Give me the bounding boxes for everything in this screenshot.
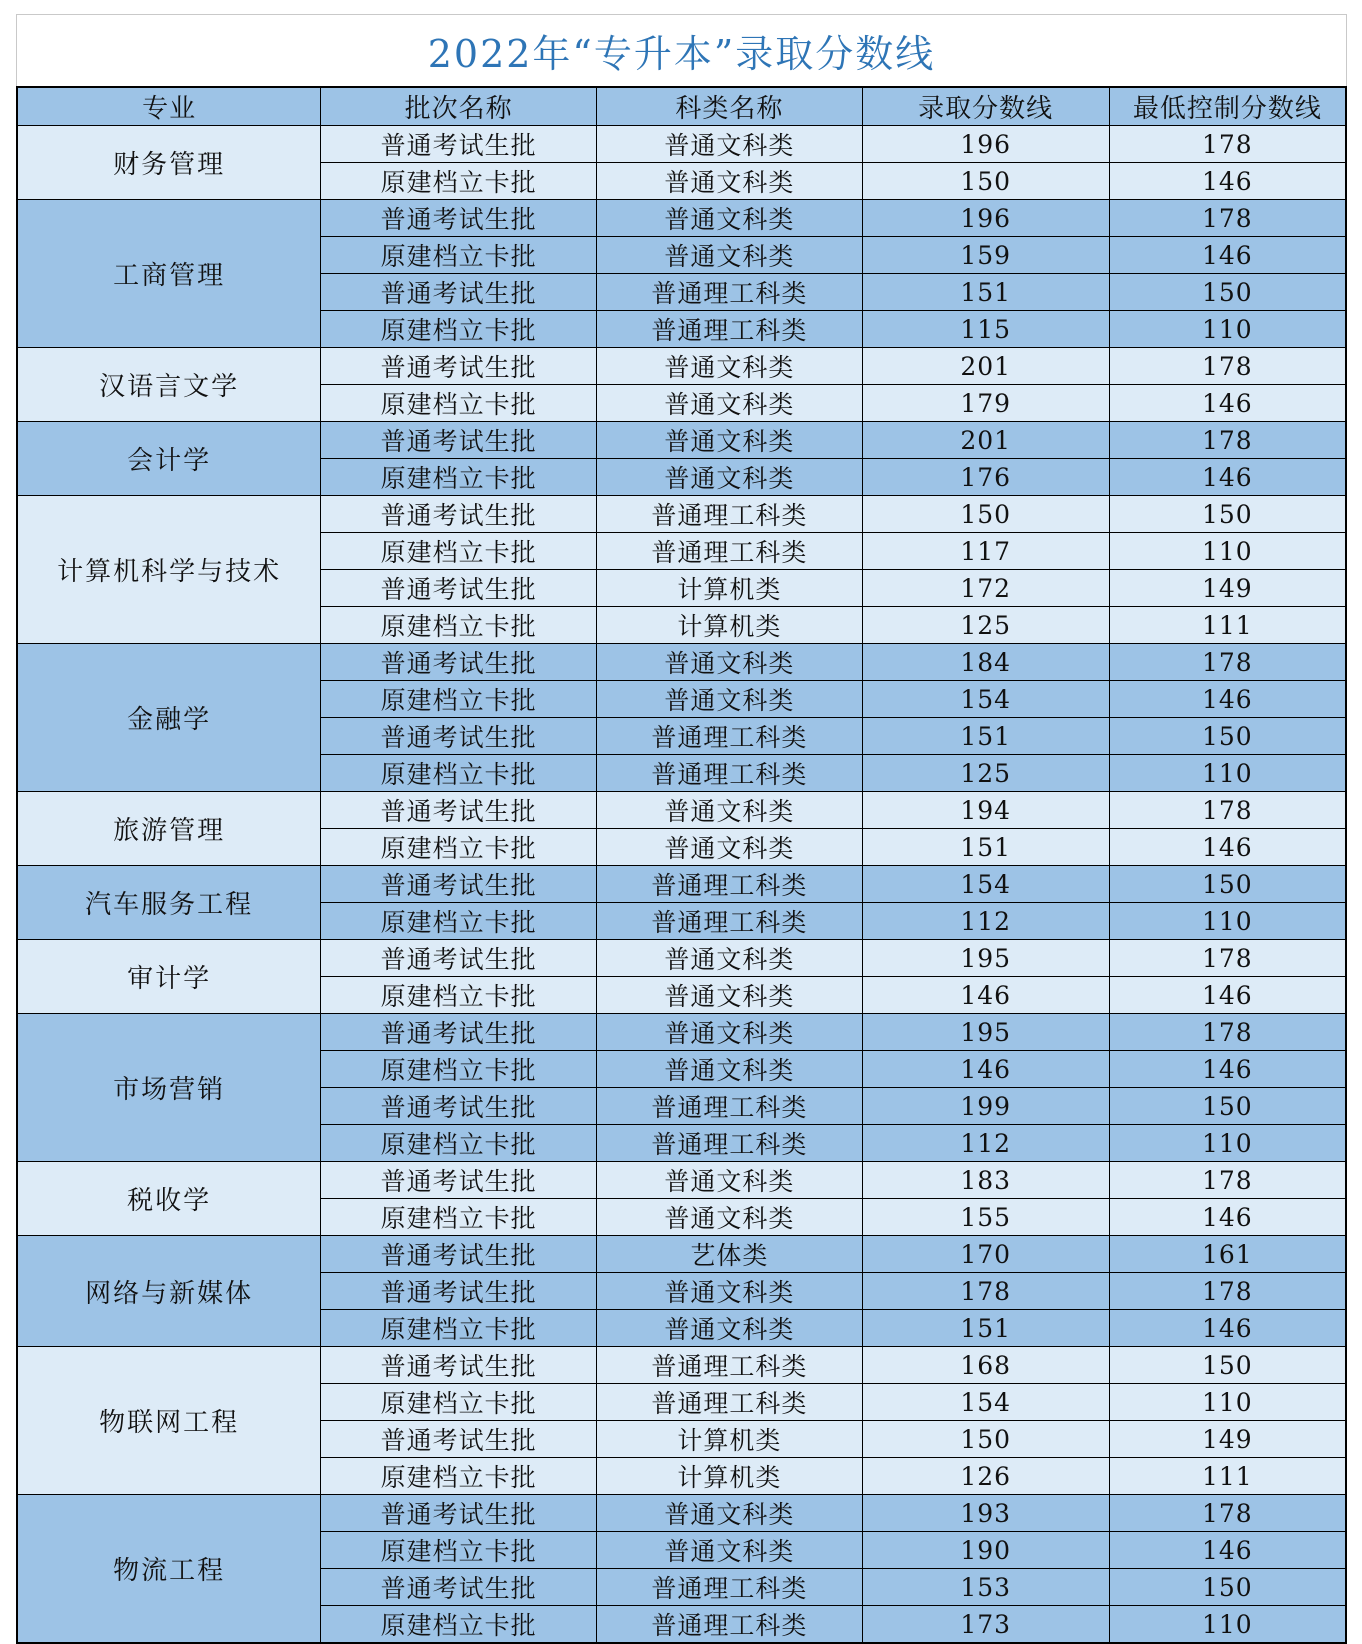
- category-cell: 普通理工科类: [597, 496, 863, 533]
- major-cell: 旅游管理: [17, 792, 321, 866]
- min-score-cell: 178: [1109, 1495, 1346, 1532]
- score-cell: 173: [862, 1606, 1109, 1644]
- score-cell: 201: [862, 422, 1109, 459]
- min-score-cell: 146: [1109, 237, 1346, 274]
- min-score-cell: 178: [1109, 1014, 1346, 1051]
- score-cell: 155: [862, 1199, 1109, 1236]
- min-score-cell: 178: [1109, 126, 1346, 163]
- category-cell: 普通文科类: [597, 1532, 863, 1569]
- header-score: 录取分数线: [862, 87, 1109, 126]
- category-cell: 普通文科类: [597, 1199, 863, 1236]
- major-cell: 金融学: [17, 644, 321, 792]
- batch-cell: 原建档立卡批: [321, 977, 597, 1014]
- min-score-cell: 149: [1109, 570, 1346, 607]
- batch-cell: 普通考试生批: [321, 422, 597, 459]
- min-score-cell: 178: [1109, 1273, 1346, 1310]
- score-sheet: [16, 14, 1347, 1644]
- batch-cell: 普通考试生批: [321, 1569, 597, 1606]
- min-score-cell: 110: [1109, 1606, 1346, 1644]
- score-cell: 196: [862, 200, 1109, 237]
- category-cell: 普通理工科类: [597, 1125, 863, 1162]
- min-score-cell: 146: [1109, 1532, 1346, 1569]
- category-cell: 普通理工科类: [597, 311, 863, 348]
- min-score-cell: 178: [1109, 200, 1346, 237]
- category-cell: 普通文科类: [597, 422, 863, 459]
- batch-cell: 原建档立卡批: [321, 1051, 597, 1088]
- score-cell: 125: [862, 607, 1109, 644]
- min-score-cell: 178: [1109, 348, 1346, 385]
- score-cell: 193: [862, 1495, 1109, 1532]
- category-cell: 普通文科类: [597, 681, 863, 718]
- batch-cell: 普通考试生批: [321, 1347, 597, 1384]
- score-cell: 151: [862, 829, 1109, 866]
- score-cell: 150: [862, 1421, 1109, 1458]
- min-score-cell: 150: [1109, 1347, 1346, 1384]
- score-cell: 117: [862, 533, 1109, 570]
- table-row: [17, 496, 1346, 533]
- batch-cell: 普通考试生批: [321, 200, 597, 237]
- score-cell: 190: [862, 1532, 1109, 1569]
- score-cell: 154: [862, 1384, 1109, 1421]
- table-row: [17, 126, 1346, 163]
- batch-cell: 普通考试生批: [321, 940, 597, 977]
- score-cell: 179: [862, 385, 1109, 422]
- batch-cell: 普通考试生批: [321, 1495, 597, 1532]
- header-batch: 批次名称: [321, 87, 597, 126]
- min-score-cell: 150: [1109, 1569, 1346, 1606]
- category-cell: 普通文科类: [597, 1310, 863, 1347]
- table-row: [17, 1236, 1346, 1273]
- category-cell: 普通文科类: [597, 1014, 863, 1051]
- score-cell: 159: [862, 237, 1109, 274]
- min-score-cell: 146: [1109, 1310, 1346, 1347]
- min-score-cell: 146: [1109, 681, 1346, 718]
- min-score-cell: 150: [1109, 1088, 1346, 1125]
- batch-cell: 原建档立卡批: [321, 607, 597, 644]
- score-cell: 126: [862, 1458, 1109, 1495]
- batch-cell: 普通考试生批: [321, 1421, 597, 1458]
- batch-cell: 原建档立卡批: [321, 311, 597, 348]
- min-score-cell: 178: [1109, 644, 1346, 681]
- major-cell: 财务管理: [17, 126, 321, 200]
- batch-cell: 原建档立卡批: [321, 385, 597, 422]
- min-score-cell: 161: [1109, 1236, 1346, 1273]
- batch-cell: 普通考试生批: [321, 866, 597, 903]
- min-score-cell: 178: [1109, 1162, 1346, 1199]
- category-cell: 普通理工科类: [597, 1088, 863, 1125]
- category-cell: 普通文科类: [597, 163, 863, 200]
- header-row: [17, 87, 1346, 126]
- batch-cell: 原建档立卡批: [321, 1458, 597, 1495]
- major-cell: 网络与新媒体: [17, 1236, 321, 1347]
- min-score-cell: 110: [1109, 1125, 1346, 1162]
- batch-cell: 普通考试生批: [321, 570, 597, 607]
- score-table: [16, 86, 1347, 1644]
- major-cell: 市场营销: [17, 1014, 321, 1162]
- batch-cell: 原建档立卡批: [321, 681, 597, 718]
- score-cell: 199: [862, 1088, 1109, 1125]
- batch-cell: 原建档立卡批: [321, 459, 597, 496]
- table-row: [17, 866, 1346, 903]
- category-cell: 普通文科类: [597, 126, 863, 163]
- category-cell: 计算机类: [597, 607, 863, 644]
- min-score-cell: 150: [1109, 274, 1346, 311]
- score-cell: 172: [862, 570, 1109, 607]
- batch-cell: 普通考试生批: [321, 792, 597, 829]
- min-score-cell: 178: [1109, 422, 1346, 459]
- category-cell: 普通理工科类: [597, 866, 863, 903]
- category-cell: 计算机类: [597, 1421, 863, 1458]
- major-cell: 物联网工程: [17, 1347, 321, 1495]
- page-title: 2022年“专升本”录取分数线: [16, 14, 1347, 86]
- category-cell: 普通文科类: [597, 237, 863, 274]
- major-cell: 工商管理: [17, 200, 321, 348]
- score-cell: 168: [862, 1347, 1109, 1384]
- table-row: [17, 940, 1346, 977]
- score-cell: 153: [862, 1569, 1109, 1606]
- category-cell: 普通文科类: [597, 940, 863, 977]
- score-cell: 195: [862, 1014, 1109, 1051]
- min-score-cell: 111: [1109, 607, 1346, 644]
- table-row: [17, 200, 1346, 237]
- score-cell: 150: [862, 163, 1109, 200]
- score-cell: 125: [862, 755, 1109, 792]
- category-cell: 普通文科类: [597, 1273, 863, 1310]
- min-score-cell: 150: [1109, 496, 1346, 533]
- score-cell: 146: [862, 1051, 1109, 1088]
- category-cell: 普通文科类: [597, 200, 863, 237]
- batch-cell: 原建档立卡批: [321, 1606, 597, 1644]
- header-category: 科类名称: [597, 87, 863, 126]
- score-cell: 112: [862, 1125, 1109, 1162]
- table-row: [17, 792, 1346, 829]
- batch-cell: 普通考试生批: [321, 1162, 597, 1199]
- score-cell: 184: [862, 644, 1109, 681]
- category-cell: 普通文科类: [597, 977, 863, 1014]
- major-cell: 汽车服务工程: [17, 866, 321, 940]
- major-cell: 汉语言文学: [17, 348, 321, 422]
- category-cell: 普通理工科类: [597, 1384, 863, 1421]
- batch-cell: 原建档立卡批: [321, 1199, 597, 1236]
- category-cell: 计算机类: [597, 1458, 863, 1495]
- batch-cell: 原建档立卡批: [321, 755, 597, 792]
- min-score-cell: 110: [1109, 533, 1346, 570]
- category-cell: 普通理工科类: [597, 1606, 863, 1644]
- min-score-cell: 146: [1109, 1199, 1346, 1236]
- score-cell: 170: [862, 1236, 1109, 1273]
- batch-cell: 普通考试生批: [321, 1088, 597, 1125]
- batch-cell: 普通考试生批: [321, 718, 597, 755]
- score-cell: 146: [862, 977, 1109, 1014]
- category-cell: 普通文科类: [597, 459, 863, 496]
- score-cell: 195: [862, 940, 1109, 977]
- batch-cell: 普通考试生批: [321, 274, 597, 311]
- category-cell: 艺体类: [597, 1236, 863, 1273]
- category-cell: 普通理工科类: [597, 718, 863, 755]
- major-cell: 物流工程: [17, 1495, 321, 1644]
- score-cell: 178: [862, 1273, 1109, 1310]
- batch-cell: 原建档立卡批: [321, 1532, 597, 1569]
- min-score-cell: 110: [1109, 311, 1346, 348]
- score-cell: 196: [862, 126, 1109, 163]
- min-score-cell: 146: [1109, 977, 1346, 1014]
- score-cell: 183: [862, 1162, 1109, 1199]
- score-cell: 150: [862, 496, 1109, 533]
- score-cell: 176: [862, 459, 1109, 496]
- batch-cell: 普通考试生批: [321, 1236, 597, 1273]
- major-cell: 税收学: [17, 1162, 321, 1236]
- table-body: [17, 126, 1346, 1644]
- min-score-cell: 110: [1109, 1384, 1346, 1421]
- min-score-cell: 150: [1109, 866, 1346, 903]
- category-cell: 普通文科类: [597, 1051, 863, 1088]
- category-cell: 普通文科类: [597, 829, 863, 866]
- table-row: [17, 1347, 1346, 1384]
- min-score-cell: 146: [1109, 829, 1346, 866]
- score-cell: 154: [862, 681, 1109, 718]
- batch-cell: 原建档立卡批: [321, 1310, 597, 1347]
- table-row: [17, 1495, 1346, 1532]
- category-cell: 普通理工科类: [597, 274, 863, 311]
- min-score-cell: 146: [1109, 1051, 1346, 1088]
- batch-cell: 原建档立卡批: [321, 1125, 597, 1162]
- batch-cell: 原建档立卡批: [321, 1384, 597, 1421]
- batch-cell: 普通考试生批: [321, 644, 597, 681]
- category-cell: 普通文科类: [597, 385, 863, 422]
- category-cell: 计算机类: [597, 570, 863, 607]
- min-score-cell: 146: [1109, 459, 1346, 496]
- category-cell: 普通文科类: [597, 644, 863, 681]
- batch-cell: 原建档立卡批: [321, 829, 597, 866]
- category-cell: 普通理工科类: [597, 903, 863, 940]
- major-cell: 会计学: [17, 422, 321, 496]
- batch-cell: 普通考试生批: [321, 1014, 597, 1051]
- category-cell: 普通文科类: [597, 1495, 863, 1532]
- score-cell: 112: [862, 903, 1109, 940]
- min-score-cell: 146: [1109, 163, 1346, 200]
- header-min-score: 最低控制分数线: [1109, 87, 1346, 126]
- min-score-cell: 111: [1109, 1458, 1346, 1495]
- table-row: [17, 644, 1346, 681]
- batch-cell: 原建档立卡批: [321, 237, 597, 274]
- score-cell: 194: [862, 792, 1109, 829]
- batch-cell: 原建档立卡批: [321, 533, 597, 570]
- score-cell: 151: [862, 274, 1109, 311]
- batch-cell: 普通考试生批: [321, 496, 597, 533]
- major-cell: 计算机科学与技术: [17, 496, 321, 644]
- min-score-cell: 110: [1109, 903, 1346, 940]
- score-cell: 115: [862, 311, 1109, 348]
- score-cell: 151: [862, 718, 1109, 755]
- min-score-cell: 149: [1109, 1421, 1346, 1458]
- category-cell: 普通理工科类: [597, 533, 863, 570]
- score-cell: 201: [862, 348, 1109, 385]
- category-cell: 普通文科类: [597, 792, 863, 829]
- header-major: 专业: [17, 87, 321, 126]
- score-cell: 154: [862, 866, 1109, 903]
- category-cell: 普通理工科类: [597, 1347, 863, 1384]
- category-cell: 普通理工科类: [597, 755, 863, 792]
- table-row: [17, 1162, 1346, 1199]
- batch-cell: 普通考试生批: [321, 348, 597, 385]
- min-score-cell: 178: [1109, 792, 1346, 829]
- table-row: [17, 348, 1346, 385]
- min-score-cell: 178: [1109, 940, 1346, 977]
- table-row: [17, 422, 1346, 459]
- category-cell: 普通文科类: [597, 1162, 863, 1199]
- min-score-cell: 110: [1109, 755, 1346, 792]
- category-cell: 普通理工科类: [597, 1569, 863, 1606]
- batch-cell: 原建档立卡批: [321, 163, 597, 200]
- category-cell: 普通文科类: [597, 348, 863, 385]
- score-cell: 151: [862, 1310, 1109, 1347]
- batch-cell: 原建档立卡批: [321, 903, 597, 940]
- batch-cell: 普通考试生批: [321, 126, 597, 163]
- batch-cell: 普通考试生批: [321, 1273, 597, 1310]
- min-score-cell: 146: [1109, 385, 1346, 422]
- min-score-cell: 150: [1109, 718, 1346, 755]
- table-row: [17, 1014, 1346, 1051]
- major-cell: 审计学: [17, 940, 321, 1014]
